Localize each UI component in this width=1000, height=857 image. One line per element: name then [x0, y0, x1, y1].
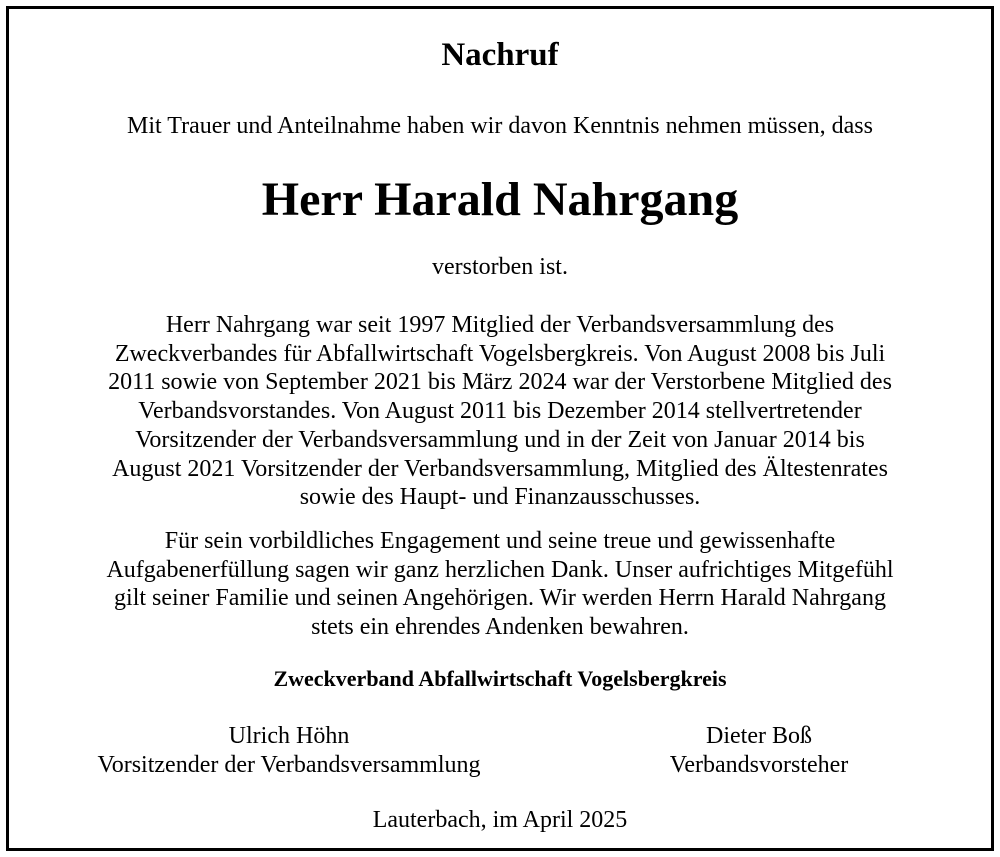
biography-line: August 2021 Vorsitzender der Verbandsversammlung, Mitglied des Ältestenrates — [112, 455, 888, 482]
signatory-title: Verbandsvorsteher — [669, 752, 849, 778]
obituary-frame — [6, 6, 994, 851]
gratitude-line: stets ein ehrendes Andenken bewahren. — [311, 614, 689, 641]
biography-line: Herr Nahrgang war seit 1997 Mitglied der Verbandsversammlung des — [165, 312, 835, 338]
biography-line: sowie des Haupt- und Finanzausschusses. — [299, 484, 701, 511]
signatory-left — [69, 722, 509, 780]
gratitude-line: gilt seiner Familie und seinen Angehörigen. Wir werden Herrn Harald Nahrgang — [114, 585, 886, 612]
intro-text: Mit Trauer und Anteilnahme haben wir davon Kenntnis nehmen müssen, dass — [127, 113, 873, 139]
signatory-name: Ulrich Höhn — [228, 723, 350, 749]
biography-line: Vorsitzender der Verbandsversammlung und in der Zeit von Januar 2014 bis — [135, 426, 865, 453]
deceased-name: Herr Harald Nahrgang — [261, 173, 739, 226]
biography-paragraph — [9, 311, 991, 512]
obituary-heading: Nachruf — [441, 37, 559, 73]
gratitude-line: Aufgabenerfüllung sagen wir ganz herzlichen Dank. Unser aufrichtiges Mitgefühl — [106, 556, 894, 583]
biography-line: 2011 sowie von September 2021 bis März 2024 war der Verstorbene Mitglied des — [108, 369, 892, 396]
gratitude-paragraph — [9, 527, 991, 642]
gratitude-line: Für sein vorbildliches Engagement und seine treue und gewissenhafte — [164, 528, 836, 554]
deceased-statement: verstorben ist. — [432, 254, 568, 280]
signatory-title: Vorsitzender der Verbandsversammlung — [97, 752, 481, 778]
organization-name: Zweckverband Abfallwirtschaft Vogelsbergkreis — [273, 666, 727, 691]
biography-line: Verbandsvorstandes. Von August 2011 bis Dezember 2014 stellvertretender — [138, 398, 862, 425]
signatory-right — [569, 722, 949, 780]
biography-line: Zweckverbandes für Abfallwirtschaft Vogelsbergkreis. Von August 2008 bis Juli — [114, 340, 886, 367]
place-date: Lauterbach, im April 2025 — [372, 807, 628, 833]
signatory-name: Dieter Boß — [706, 723, 812, 749]
